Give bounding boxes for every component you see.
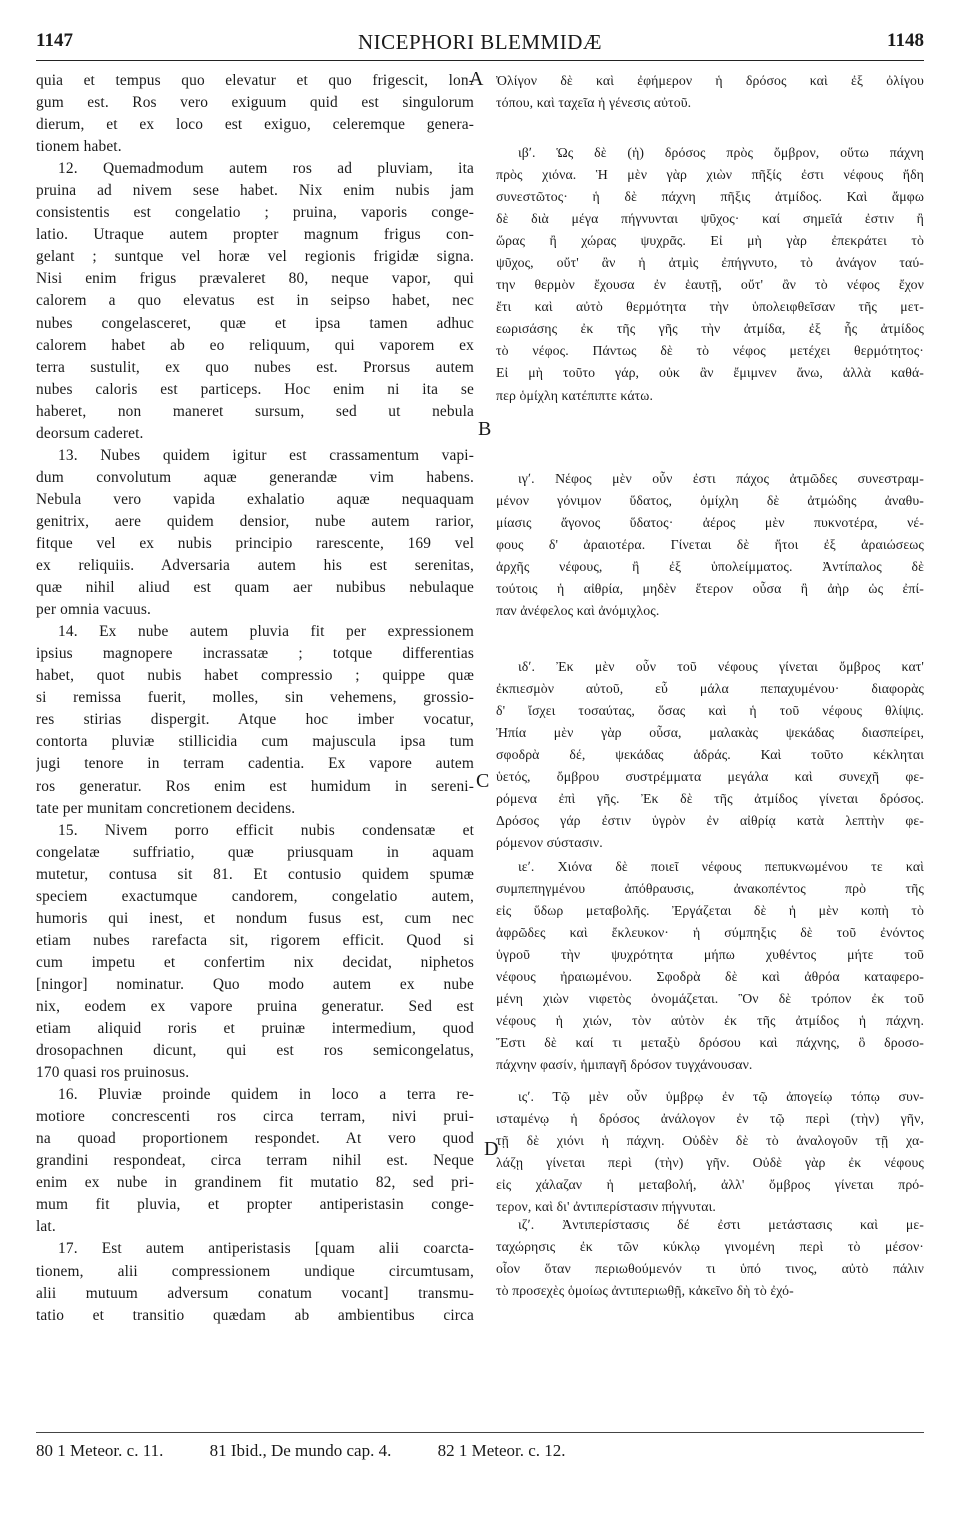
greek-paragraph xyxy=(496,1086,924,1218)
latin-line: lat. xyxy=(36,1218,56,1236)
latin-line: tionem habet. xyxy=(36,138,122,156)
greek-line: νέφους ἡ χιών, τὸν αὐτὸν ἐκ τῆς ἀτμίδος ἡ πάχνη. xyxy=(496,1013,924,1029)
margin-letter-c: C xyxy=(476,770,490,792)
greek-line: συμπεπηγμένου ἀπόθραυσις, ἀνακοπέντος πρὸ τῆς xyxy=(496,881,924,897)
greek-line: ιεʹ. Χιόνα δὲ ποιεῖ νέφους πεπυκνωμένου τε καὶ xyxy=(518,859,924,874)
latin-line: 17. Est autem antiperistasis [quam alii coarcta- xyxy=(58,1240,474,1258)
latin-line: contorta pluviæ stillicidia cum majuscula ipsa tum xyxy=(36,733,474,751)
greek-paragraph xyxy=(496,1214,924,1302)
latin-line: congelatæ suffriatio, quæ priusquam in aquam xyxy=(36,843,474,861)
greek-line: νέφους ἠραιωμένου. Σφοδρὰ δὲ καὶ ἀθρόα καταφερο- xyxy=(496,969,924,985)
latin-line: drosopachnen dicunt, qui est ros semicongelatus, xyxy=(36,1042,474,1060)
margin-letter-b: B xyxy=(478,418,492,440)
latin-line: gum est. Ros vero exiguum quid est singulorum xyxy=(36,94,474,112)
running-title: NICEPHORI BLEMMIDÆ xyxy=(357,30,603,54)
latin-column xyxy=(36,70,474,1327)
latin-line: etiam nubes rarefacta sit, rigorem efficit. Quod si xyxy=(36,931,474,949)
latin-line: 16. Pluviæ proinde quidem in loco a terra re- xyxy=(58,1086,474,1104)
greek-line: φους δ' ἀραιοτέρα. Γίνεται δὲ ἤτοι ἐξ ἀραιώσεως xyxy=(496,537,924,553)
greek-line: ρόμενον σύστασιν. xyxy=(496,835,603,851)
greek-line: Ἠπία μὲν γὰρ οὖσα, μαλακὰς ψεκάδας διασπείρει, xyxy=(496,725,924,741)
footnote-80: 80 1 Meteor. c. 11. xyxy=(36,1441,164,1460)
latin-line: ros generatur. Ros enim est humidum in sereni- xyxy=(36,777,474,795)
greek-line: τὸ νέφος. Πάντως δὲ τὸ νέφος μετέχει θερμότητος· xyxy=(496,343,924,359)
latin-line: [ningor] nominatur. Quo modo autem ex nube xyxy=(36,975,474,993)
latin-line: nix, eodem ex vapore pruina generatur. Sed est xyxy=(36,997,474,1015)
greek-line: οἷον ὅταν περιωθούμενόν τι ὑπό τινος, αὐτὸ πάλιν xyxy=(496,1261,924,1277)
latin-line: 12. Quemadmodum autem ros ad pluviam, ita xyxy=(58,160,474,178)
greek-line: ιδʹ. Ἐκ μὲν οὖν τοῦ νέφους γίνεται ὄμβρος κατ' xyxy=(518,659,924,674)
greek-line: Εἰ μὴ τοῦτο γάρ, οὐκ ἂν ἔμιμνεν ἄνω, ἀλλὰ καθά- xyxy=(496,365,924,381)
latin-line: latio. Utraque autem propter magnum frigus con- xyxy=(36,226,474,244)
latin-line: 15. Nivem porro efficit nubis condensatæ et xyxy=(58,821,474,839)
latin-line: dierum, et ex loco est exiguo, celeremque genera- xyxy=(36,116,474,134)
latin-line: alii mutuum adversum conatum vocant] transmu- xyxy=(36,1284,474,1302)
latin-line: tatio et transitio quædam ab ambientibus circa xyxy=(36,1306,474,1324)
latin-line: terra sustulit, ex quo nubes est. Prorsus autem xyxy=(36,358,474,376)
greek-line: ὑετός, ὄμβρου συστρέμματα μεγάλα καὶ συνεχῆ φε- xyxy=(496,769,924,785)
latin-line: res stirias dispergit. Atque hoc imber vocatur, xyxy=(36,711,474,729)
greek-line: ἀφρῶδες καὶ ἔκλευκον· ἡ σύμπηξις δὲ τοῦ ἐνόντος xyxy=(496,925,924,941)
latin-line: grandini respondeat, circa terram nihil est. Neque xyxy=(36,1152,474,1170)
greek-line: δ' ἴσχει τοσαύτας, ὅσας καὶ ἡ τοῦ νέφους θλίψις. xyxy=(496,703,924,719)
latin-line: fitque vel ex nubis principio rarescente, 169 vel xyxy=(36,534,474,552)
greek-line: ιζʹ. Ἀντιπερίστασις δέ ἐστι μετάστασις καὶ με- xyxy=(518,1217,924,1232)
margin-letter-a: A xyxy=(469,68,484,90)
greek-line: σφοδρὰ δέ, ψεκάδας ἁδράς. Καὶ τοῦτο κέκληται xyxy=(496,747,924,763)
greek-line: ὥρας ἢ χώρας ψυχρᾶς. Εἰ μὴ γὰρ ἐπεκράτει τὸ xyxy=(496,233,924,249)
footnote-82: 82 1 Meteor. c. 12. xyxy=(437,1441,566,1460)
greek-line: μίασις ἄγονος ὕδατος· ἀέρος μὲν πυκνοτέρα, νέ- xyxy=(496,515,924,531)
latin-line: enim ex nube in grandinem fit mutatio 82, sed pri- xyxy=(36,1174,474,1192)
latin-line: cum impetu et confertim nix decidat, niphetos xyxy=(36,953,474,971)
margin-letter-d: D xyxy=(484,1138,499,1160)
greek-line: λάζῃ γίνεται περὶ (τὴν) γῆν. Οὐδὲ γὰρ ἐκ νέφους xyxy=(496,1155,924,1171)
greek-line: ἔτι καὶ αὐτὸ θερμότητα τὴν ὑπολειφθεῖσαν τῆς μετ- xyxy=(496,299,924,315)
greek-paragraph xyxy=(496,856,924,1076)
latin-line: mutetur, contusa sit 81. Et contusio quidem spumæ xyxy=(36,865,474,883)
latin-line: habet, quot nubis habet compressio ; quippe quæ xyxy=(36,667,474,685)
greek-line: ιγʹ. Νέφος μὲν οὖν ἐστι πάχος ἀτμῶδες συνεστραμ- xyxy=(518,471,924,486)
latin-line: speciem exactumque candorem, congelatio autem, xyxy=(36,887,474,905)
page-number-left: 1147 xyxy=(36,30,73,51)
latin-line: humoris qui inest, et nondum fusus est, cum nec xyxy=(36,909,474,927)
greek-line: εωρισάσης ἐκ τῆς γῆς τὴν ἀτμίδα, ἐξ ἧς ἀτμίδος xyxy=(496,321,924,337)
greek-line: μένη χιὼν νιφετὸς ὀνομάζεται. Ὃν δὲ τρόπον ἐκ τοῦ xyxy=(496,991,924,1007)
latin-line: ipsius magnopere incrassatæ ; totque differentias xyxy=(36,645,474,663)
latin-line: calorem habet ab eo reliquum, qui vaporem ex xyxy=(36,336,474,354)
greek-paragraph xyxy=(496,70,924,114)
latin-line: calorem a quo elevatus est in seipso habet, nec xyxy=(36,292,474,310)
greek-line: Ἔστι δὲ καί τι μεταξὺ δρόσου καὶ πάχνης, ὃ δροσο- xyxy=(496,1035,924,1051)
latin-line: gelant ; suntque vel horæ vel regionis frigidæ signa. xyxy=(36,248,474,266)
greek-line: ἀρχῆς νέφους, ἢ ἐξ ὑπολείμματος. Ἀντίπαλος δὲ xyxy=(496,559,924,575)
greek-line: ρόμενα ἐπὶ γῆς. Ἐκ δὲ τῆς ἀτμίδος γίνεται δρόσος. xyxy=(496,791,924,807)
greek-line: τόπου, καὶ ταχεῖα ἡ γένεσις αὐτοῦ. xyxy=(496,95,692,111)
latin-line: 13. Nubes quidem igitur est crassamentum vapi- xyxy=(58,446,474,464)
latin-line: quæ nihil aliud est quam aer nubibus nebulaque xyxy=(36,579,474,597)
greek-line: ψῦχος, οὔτ' ἂν ἡ ἀτμὶς ἐπήγνυτο, τὸ ἀνάγον ταύ- xyxy=(496,255,924,271)
latin-line: motiore concrescenti ros circa terram, nivi prui- xyxy=(36,1108,474,1126)
greek-line: εἰς χάλαζαν ἡ μεταβολή, ἀλλ' ὄμβρος γίνεται πρό- xyxy=(496,1177,924,1193)
greek-line: τὸ προσεχὲς ὁμοίως ἀντιπεριωθῇ, κἀκεῖνο δὴ τὸ ἐχό- xyxy=(496,1283,794,1299)
page-header xyxy=(36,30,924,61)
greek-line: τῇ δὲ χιόνι ἡ πάχνη. Οὐδὲν δὲ τὸ ἀναλογοῦν τῇ χα- xyxy=(496,1133,924,1149)
greek-line: πρὸς χιόνα. Ἡ μὲν γὰρ χιὼν πῆξίς ἐστι νέφους ἤδη xyxy=(496,167,924,183)
latin-line: jugi tenore in terram cadentia. Ex vapore autem xyxy=(36,755,474,773)
greek-line: πάχνην φασίν, ἡμιπαγῆ δρόσον τυγχάνουσαν. xyxy=(496,1057,753,1073)
latin-line: Nebula vero vapida exhalatio aquæ nequaquam xyxy=(36,490,474,508)
greek-line: ιβʹ. Ὡς δὲ (ἡ) δρόσος πρὸς ὄμβρον, οὕτω πάχνη xyxy=(518,145,924,160)
greek-line: εἰς ὕδωρ μεταβολῆς. Ἐργάζεται δὲ ἡ μὲν κοπὴ τὸ xyxy=(496,903,924,919)
latin-line: per omnia vacuus. xyxy=(36,601,151,619)
greek-line: ισταμένῳ ἡ δρόσος ἀνάλογον ἐν τῷ περὶ (τὴν) γῆν, xyxy=(496,1111,924,1127)
latin-line: genitrix, aere quidem densior, nube autem rarior, xyxy=(36,512,474,530)
greek-line: την θερμὸν ἔχουσα ἐν ἑαυτῇ, οὔτ' ἂν τὸ νέφος ἔχον xyxy=(496,277,924,293)
greek-line: δὲ διὰ μέγα πήγνυνται ψῦχος· καί σημεῖά ἐστιν ἢ xyxy=(496,211,924,227)
latin-line: etiam aliquid roris et pruinæ intermedium, quod xyxy=(36,1020,474,1038)
latin-line: haberet, non maneret sursum, sed ut nebula xyxy=(36,402,474,420)
latin-line: quia et tempus quo elevatur et quo frigescit, lon- xyxy=(36,72,474,89)
page-number-right: 1148 xyxy=(887,30,924,51)
greek-line: τερον, καὶ δι' ἀντιπερίστασιν πήγνυται. xyxy=(496,1199,716,1215)
latin-line: nubes congelasceret, quæ et ipsa tamen adhuc xyxy=(36,314,474,332)
greek-line: Ὀλίγον δὲ καὶ ἐφήμερον ἡ δρόσος καὶ ἐξ ὀλίγου xyxy=(496,73,924,88)
footnote-81: 81 Ibid., De mundo cap. 4. xyxy=(209,1441,392,1460)
greek-line: ιςʹ. Τῷ μὲν οὖν ὑμβρῳ ἐν τῷ ἀπογείῳ τόπῳ συν- xyxy=(518,1089,924,1104)
latin-line: consistentis est congelatio ; pruina, vaporis conge- xyxy=(36,204,474,222)
greek-line: ταχώρησις ἐκ τῶν κύκλῳ γινομένη περὶ τὸ μέσον· xyxy=(496,1239,924,1255)
greek-line: ἐκπιεσμὸν αὐτοῦ, εὖ μάλα πεπαχυμένου· διαφορὰς xyxy=(496,681,924,697)
greek-paragraph xyxy=(496,468,924,622)
greek-line: συνεστῶτος· ἡ δὲ πάχνη πῆξις ἀτμίδος. Καὶ ἄμφω xyxy=(496,189,924,205)
latin-line: 170 quasi ros pruinosus. xyxy=(36,1064,190,1082)
latin-line: na quoad proportionem respondet. At vero quod xyxy=(36,1130,474,1148)
latin-line: Nisi enim frigus prævaleret 80, neque vapor, qui xyxy=(36,270,474,288)
greek-line: μένον γόνιμον ὕδατος, ὁμίχλη δὲ ἀτμώδης ἀναθυ- xyxy=(496,493,924,509)
latin-line: dum convolutum aquæ generandæ vim habens. xyxy=(36,468,474,486)
footnotes xyxy=(36,1432,924,1461)
latin-line: 14. Ex nube autem pluvia fit per expressionem xyxy=(58,623,474,641)
latin-line: mum fit pluvia, et propter antiperistasin conge- xyxy=(36,1196,474,1214)
latin-line: tate per munitam concretionem decidens. xyxy=(36,799,296,817)
greek-line: ὑγροῦ τὴν ψυχρότητα μήπω χυθέντος μήτε τοῦ xyxy=(496,947,924,963)
greek-line: Δρόσος γάρ ἐστιν ὑγρὸν ἐν αἰθρίᾳ κατὰ λεπτὴν φε- xyxy=(496,813,924,829)
greek-paragraph xyxy=(496,656,924,854)
latin-line: si remissa fuerit, molles, sin vehemens, grossio- xyxy=(36,689,474,707)
greek-line: περ ὁμίχλη κατέπιπτε κάτω. xyxy=(496,387,654,403)
greek-line: τούτοις ἡ αἰθρία, μηδὲν ἕτερον οὖσα ἢ ἀὴρ ὡς ἐπί- xyxy=(496,581,924,597)
latin-line: ex reliquiis. Adversaria autem his est serenitas, xyxy=(36,557,474,575)
greek-paragraph xyxy=(496,142,924,407)
latin-line: tionem, alii compressionem undique circumtusam, xyxy=(36,1262,474,1280)
latin-line: pruina ad nivem sese habet. Nix enim nubis jam xyxy=(36,182,474,200)
latin-line: deorsum caderet. xyxy=(36,424,144,442)
greek-line: παν ἀνέφελος καὶ ἀνόμιχλος. xyxy=(496,603,660,619)
latin-line: nubes caloris est particeps. Hoc enim ni ita se xyxy=(36,380,474,398)
